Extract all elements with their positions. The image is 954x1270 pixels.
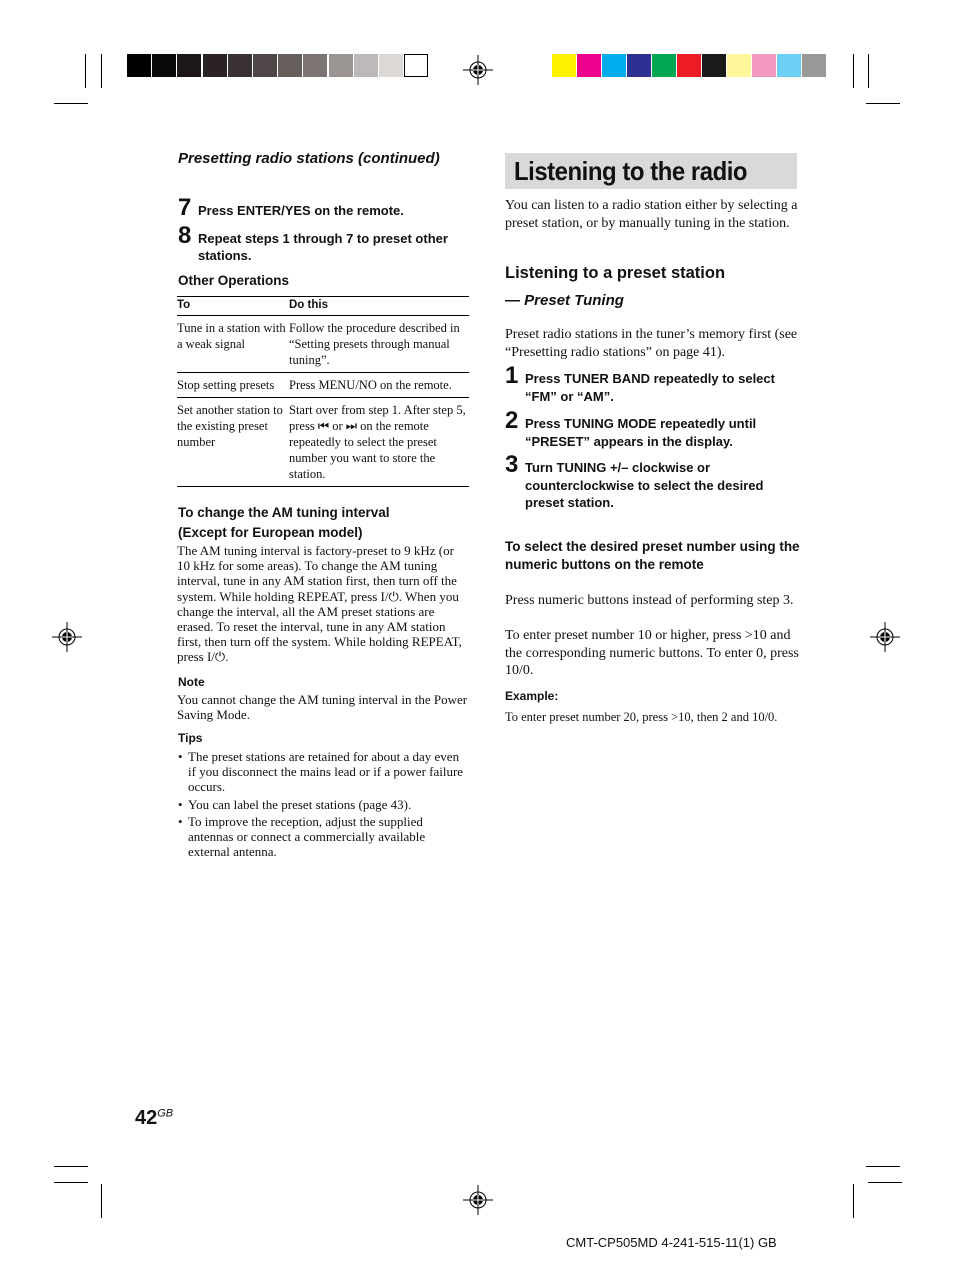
crop-mark [101,54,102,88]
note-heading: Note [178,675,205,689]
list-item: • To improve the reception, adjust the supplied antennas or connect a commercially available external antenna. [178,814,470,860]
list-item: • You can label the preset stations (page 43). [178,797,470,812]
color-swatch [752,54,776,77]
table-cell: Tune in a station with a weak signal [177,316,289,373]
am-interval-body: The AM tuning interval is factory-preset to 9 kHz (or 10 kHz for some areas). To change the AM tuning interval, tune in any AM station first, then turn off the system. While holding REPEAT, press I/⏻. When you change the interval, all the AM preset stations are erased. To reset the interval, tune in any AM station first, then turn off the system. While holding REPEAT, press I/⏻. [177,543,462,665]
continued-heading: Presetting radio stations (continued) [178,150,440,167]
page-title: Listening to the radio [514,156,748,186]
color-swatch [777,54,801,77]
crop-mark [54,1182,88,1183]
step-number: 2 [505,407,519,434]
model-code: CMT-CP505MD 4-241-515-11(1) GB [566,1235,777,1250]
step-text: Press TUNING MODE repeatedly until “PRESET” appears in the display. [525,416,757,449]
gray-swatch [404,54,428,77]
am-interval-heading-line1: To change the AM tuning interval [178,505,390,520]
step-text: Turn TUNING +/– clockwise or counterclockwise to select the desired preset station. [525,460,764,510]
step-text: Repeat steps 1 through 7 to preset other stations. [198,231,448,263]
color-swatch [702,54,726,77]
other-operations-table [177,296,469,487]
table-row [177,373,469,398]
table-cell: Press MENU/NO on the remote. [289,373,469,398]
table-cell: Stop setting presets [177,373,289,398]
step-text: Press TUNER BAND repeatedly to select “FM” or “AM”. [525,371,775,404]
preset-heading: Listening to a preset station [505,264,726,282]
am-interval-heading [178,503,478,543]
gray-swatch [203,54,227,77]
registration-target-icon [463,1185,493,1215]
preset-intro: Preset radio stations in the tuner’s memory first (see “Presetting radio stations” on page 41). [505,327,798,360]
crop-mark [866,103,900,104]
gray-swatch [177,54,201,77]
gray-swatch [379,54,403,77]
table-row [177,316,469,373]
preset-subheading: — Preset Tuning [505,292,624,309]
numeric-body-2: To enter preset number 10 or higher, press >10 and the corresponding numeric buttons. To enter 0, press 10/0. [505,628,799,678]
color-swatch [652,54,676,77]
tips-list [178,749,470,861]
page-number-suffix: GB [157,1107,174,1120]
crop-mark [866,1166,900,1167]
gray-swatch [278,54,302,77]
crop-mark [85,54,86,88]
color-swatch [627,54,651,77]
gray-swatch [228,54,252,77]
list-item: • The preset stations are retained for about a day even if you disconnect the mains lead or if a power failure occurs. [178,749,470,795]
numeric-body-1: Press numeric buttons instead of performing step 3. [505,593,794,608]
column-header-to: To [177,297,289,316]
table-cell: Set another station to the existing preset number [177,398,289,487]
crop-mark [853,54,854,88]
tips-heading: Tips [178,731,203,745]
step-number: 3 [505,451,519,478]
step-number: 8 [178,222,192,249]
crop-mark [868,1182,902,1183]
numeric-heading: To select the desired preset number using the numeric buttons on the remote [505,539,800,572]
crop-mark [54,103,88,104]
registration-target-icon [52,622,82,652]
step-text: Press ENTER/YES on the remote. [198,203,404,218]
example-body: To enter preset number 20, press >10, then 2 and 10/0. [505,710,778,724]
page-number [135,1107,173,1130]
color-swatch [802,54,826,77]
intro-text: You can listen to a radio station either by selecting a preset station, or by manually tuning in the station. [505,198,798,231]
column-header-do-this: Do this [289,297,469,316]
registration-target-icon [463,55,493,85]
table-row [177,398,469,487]
crop-mark [101,1184,102,1218]
am-interval-heading-line2: (Except for European model) [178,525,363,540]
step-number: 1 [505,362,519,389]
table-header-row [177,297,469,316]
crop-mark [54,1166,88,1167]
other-operations-heading: Other Operations [178,273,290,288]
gray-swatch [253,54,277,77]
registration-target-icon [870,622,900,652]
gray-swatch [329,54,353,77]
gray-swatch [303,54,327,77]
page-number-value: 42 [135,1107,158,1129]
gray-swatch [354,54,378,77]
table-cell: Follow the procedure described in “Setting presets through manual tuning”. [289,316,469,373]
color-swatch [677,54,701,77]
crop-mark [868,54,869,88]
note-body: You cannot change the AM tuning interval in the Power Saving Mode. [177,692,468,723]
gray-swatch [127,54,151,77]
gray-swatch [152,54,176,77]
color-swatch [577,54,601,77]
color-swatch [727,54,751,77]
table-cell: Start over from step 1. After step 5, press ⏮ or ⏭ on the remote repeatedly to select the preset number you want to store the station. [289,398,469,487]
step-number: 7 [178,194,192,221]
color-swatch [602,54,626,77]
crop-mark [853,1184,854,1218]
example-heading: Example: [505,689,559,703]
color-swatch [552,54,576,77]
